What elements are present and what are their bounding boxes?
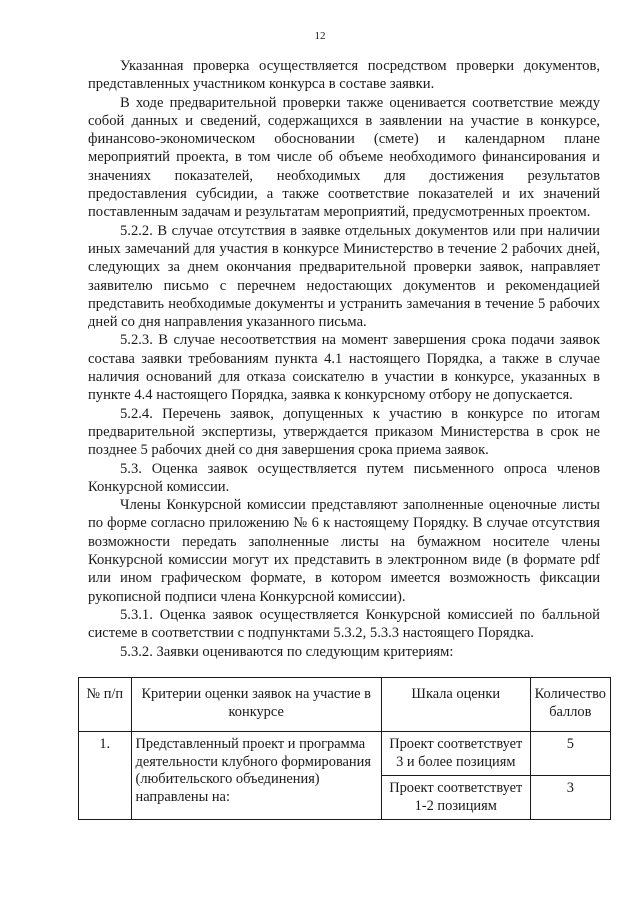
row-criteria: Представленный проект и программа деятельности клубного формирования (любительского объединения) направлены на:	[131, 732, 381, 820]
paragraph-5-3-1: 5.3.1. Оценка заявок осуществляется Конкурсной комиссией по балльной системе в соответствии с подпунктами 5.3.2, 5.3.3 настоящего Порядка.	[88, 606, 600, 642]
header-scale: Шкала оценки	[381, 678, 530, 732]
row-number: 1.	[79, 732, 132, 820]
document-body	[88, 57, 600, 661]
page-number: 12	[314, 30, 326, 42]
table-header-row	[79, 678, 611, 732]
paragraph-5-2-3: 5.2.3. В случае несоответствия на момент завершения срока подачи заявок состава заявки требованиям пункта 4.1 настоящего Порядка, а также в случае наличия оснований для отказа соискателю в участии в конкурсе, указанных в пункте 4.4 настоящего Порядка, заявка к конкурсному отбору не допускается.	[88, 332, 600, 404]
table-row	[79, 732, 611, 776]
paragraph-5-2-4: 5.2.4. Перечень заявок, допущенных к участию в конкурсе по итогам предварительной экспертизы, утверждается приказом Министерства в срок не позднее 5 рабочих дней со дня завершения срока приема заявок.	[88, 405, 600, 459]
header-criteria: Критерии оценки заявок на участие в конкурсе	[131, 678, 381, 732]
row-scale-option: Проект соответствует 1-2 позициям	[381, 776, 530, 820]
paragraph-5-2-2: 5.2.2. В случае отсутствия в заявке отдельных документов или при наличии иных замечаний для участия в конкурсе Министерство в течение 2 рабочих дней, следующих за днем окончания предварительной проверки заявок, направляет заявителю письмо с перечнем недостающих документов и рекомендацией представить необходимые документы и устранить замечания в течение 5 рабочих дней со дня направления указанного письма.	[88, 222, 600, 331]
criteria-table	[78, 677, 611, 820]
paragraph-5-3: 5.3. Оценка заявок осуществляется путем письменного опроса членов Конкурсной комиссии.	[88, 460, 600, 495]
row-points: 5	[530, 732, 610, 776]
header-points: Количество баллов	[530, 678, 610, 732]
paragraph-5-3-2: 5.3.2. Заявки оцениваются по следующим критериям:	[120, 643, 454, 660]
header-number: № п/п	[79, 678, 132, 732]
row-scale-option: Проект соответствует 3 и более позициям	[381, 732, 530, 776]
paragraph-preliminary-check: В ходе предварительной проверки также оценивается соответствие между собой данных и сведений, содержащихся в заявлении на участие в конкурсе, финансово-экономическом обосновании (смете) и календарном плане мероприятий проекта, в том числе об объеме необходимого финансирования и значениях показателей, необходимых для достижения результатов предоставления субсидии, а также соответствие показателей и их значений поставленным задачам и результатам мероприятий, предусмотренных проектом.	[88, 94, 600, 221]
paragraph-verification: Указанная проверка осуществляется посредством проверки документов, представленных участником конкурса в составе заявки.	[88, 58, 600, 93]
paragraph-commission-members: Члены Конкурсной комиссии представляют заполненные оценочные листы по форме согласно приложению № 6 к настоящему Порядку. В случае отсутствия возможности передать заполненные листы на бумажном носителе члены Конкурсной комиссии могут их представить в электронном виде (в формате pdf или ином графическом формате, в котором имеется возможность фиксации рукописной подписи члена Конкурсной комиссии).	[88, 497, 600, 605]
row-points: 3	[530, 776, 610, 820]
